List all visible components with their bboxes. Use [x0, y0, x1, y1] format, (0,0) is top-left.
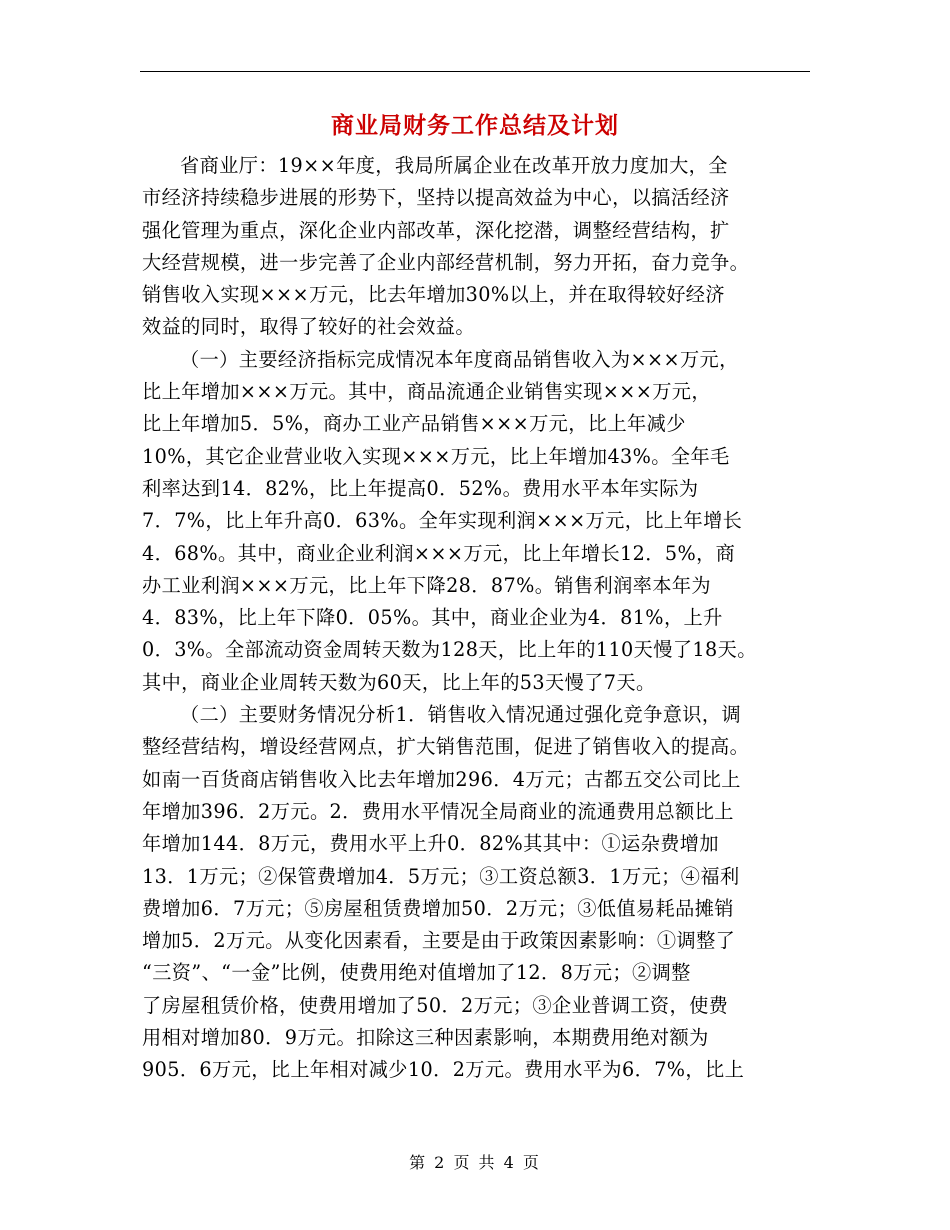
text-line: 年增加396．2万元。2．费用水平情况全局商业的流通费用总额比上 — [142, 799, 734, 823]
text-line: 10%，其它企业营业收入实现×××万元，比上年增加43%。全年毛 — [142, 444, 730, 468]
text-line: 如南一百货商店销售收入比去年增加296．4万元；古都五交公司比上 — [142, 767, 741, 791]
page-footer: 第 2 页 共 4 页 — [409, 1153, 541, 1172]
text-line: 整经营结构，增设经营网点，扩大销售范围，促进了销售收入的提高。 — [142, 735, 750, 759]
text-line: 大经营规模，进一步完善了企业内部经营机制，努力开拓，奋力竞争。 — [142, 250, 750, 274]
text-line: 费增加6．7万元；⑤房屋租赁费增加50．2万元；③低值易耗品摊销 — [142, 896, 734, 920]
text-line: 了房屋租赁价格，使费用增加了50．2万元；③企业普调工资，使费 — [142, 993, 729, 1017]
text-line: 强化管理为重点，深化企业内部改革，深化挖潜，调整经营结构，扩 — [142, 218, 730, 242]
text-line: 4．83%，比上年下降0．05%。其中，商业企业为4．81%，上升 — [142, 606, 723, 630]
paragraph-2 — [142, 344, 814, 699]
text-line: 比上年增加×××万元。其中，商品流通企业销售实现×××万元， — [142, 380, 711, 404]
text-line: 7．7%，比上年升高0．63%。全年实现利润×××万元，比上年增长 — [142, 509, 743, 533]
text-line: 905．6万元，比上年相对减少10．2万元。费用水平为6．7%，比上 — [142, 1058, 745, 1082]
text-line: 4．68%。其中，商业企业利润×××万元，比上年增长12．5%，商 — [142, 541, 736, 565]
text-line: 省商业厅：19××年度，我局所属企业在改革开放力度加大，全 — [180, 154, 728, 177]
text-line: 用相对增加80．9万元。扣除这三种因素影响，本期费用绝对额为 — [142, 1026, 709, 1050]
text-line: “三资”、“一金”比例，使费用绝对值增加了12．8万元；②调整 — [142, 961, 691, 985]
document-body — [142, 150, 814, 1087]
text-line: 销售收入实现×××万元，比去年增加30%以上，并在取得较好经济 — [142, 283, 725, 307]
text-line: （二）主要财务情况分析1．销售收入情况通过强化竞争意识，调 — [180, 703, 742, 727]
text-line: 市经济持续稳步进展的形势下，坚持以提高效益为中心，以搞活经济 — [142, 186, 730, 210]
document-title: 商业局财务工作总结及计划 — [331, 112, 619, 139]
text-line: 办工业利润×××万元，比上年下降28．87%。销售利润率本年为 — [142, 573, 712, 597]
text-line: 0．3%。全部流动资金周转天数为128天，比上年的110天慢了18天。 — [142, 638, 757, 662]
text-line: 效益的同时，取得了较好的社会效益。 — [142, 315, 475, 339]
text-line: 13．1万元；②保管费增加4．5万元；③工资总额3．1万元；④福利 — [142, 864, 740, 888]
text-line: 利率达到14．82%，比上年提高0．52%。费用水平本年实际为 — [142, 476, 699, 500]
paragraph-3 — [142, 699, 814, 1087]
text-line: 其中，商业企业周转天数为60天，比上年的53天慢了7天。 — [142, 670, 656, 694]
text-line: （一）主要经济指标完成情况本年度商品销售收入为×××万元， — [180, 347, 739, 371]
paragraph-1 — [142, 150, 814, 344]
top-rule — [140, 71, 810, 72]
text-line: 比上年增加5．5%，商办工业产品销售×××万元，比上年减少 — [142, 412, 686, 436]
text-line: 增加5．2万元。从变化因素看，主要是由于政策因素影响：①调整了 — [142, 929, 736, 953]
text-line: 年增加144．8万元，费用水平上升0．82%其其中：①运杂费增加 — [142, 832, 719, 856]
